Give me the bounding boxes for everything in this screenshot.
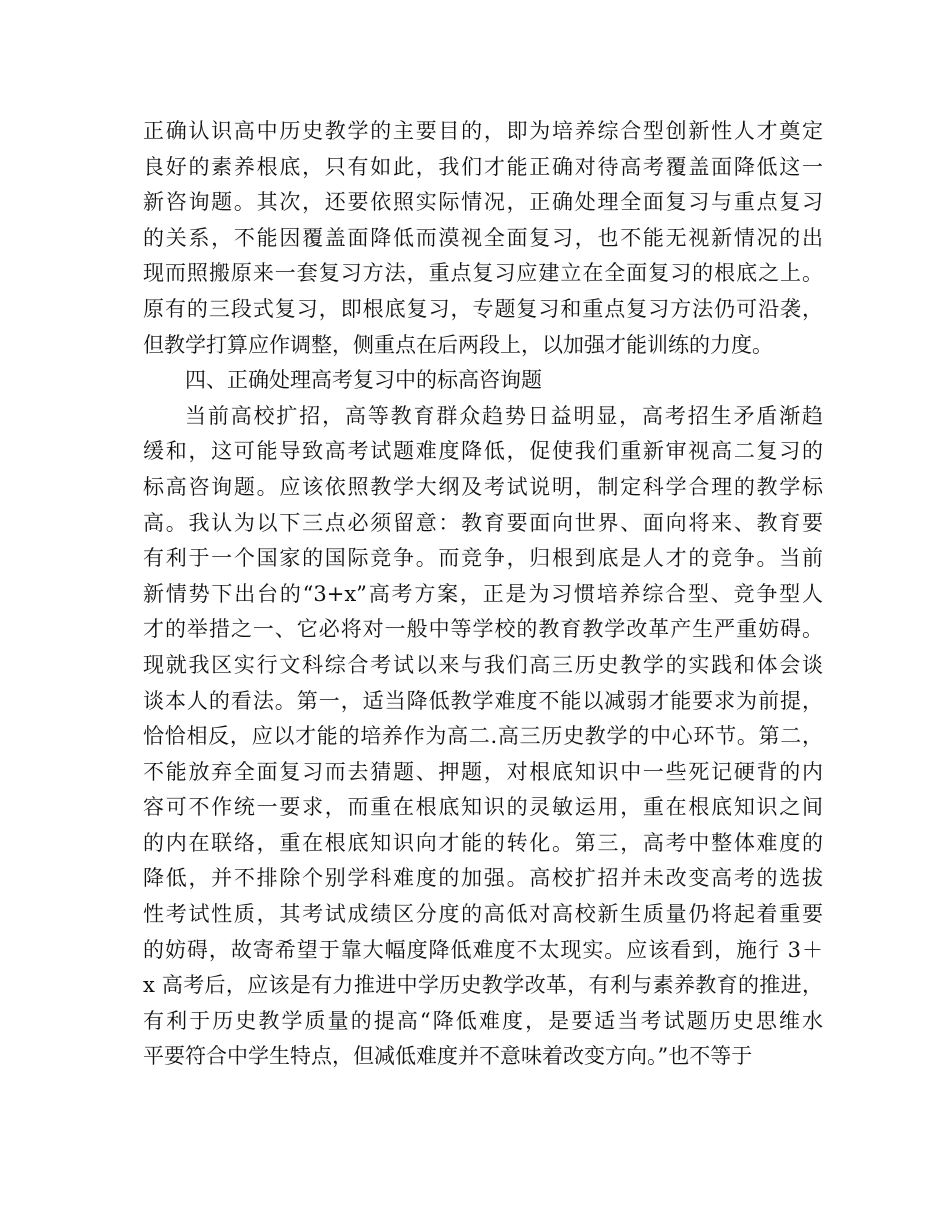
text-line: 缓和，这可能导致高考试题难度降低，促使我们重新审视高二复习的: [143, 439, 823, 464]
text-line: 当前高校扩招，高等教育群众趋势日益明显，高考招生矛盾渐趋: [185, 403, 823, 428]
text-line: 恰恰相反，应以才能的培养作为高二.高三历史教学的中心环节。第二，: [143, 724, 823, 749]
text-line: 良好的素养根底，只有如此，我们才能正确对待高考覆盖面降低这一: [143, 154, 823, 179]
text-line: 才的举措之一、它必将对一般中等学校的教育教学改革产生严重妨碍。: [143, 617, 823, 642]
text-line: 但教学打算应作调整，侧重点在后两段上，以加强才能训练的力度。: [143, 332, 773, 357]
text-line: 不能放弃全面复习而去猜题、押题，对根底知识中一些死记硬背的内: [143, 759, 823, 784]
text-line: 标高咨询题。应该依照教学大纲及考试说明，制定科学合理的教学标: [143, 474, 823, 499]
text-line: 高。我认为以下三点必须留意：教育要面向世界、面向将来、教育要: [143, 510, 823, 535]
paragraph: [143, 399, 823, 1075]
text-line: 正确认识高中历史教学的主要目的，即为培养综合型创新性人才奠定: [143, 119, 823, 143]
text-line: 有利于一个国家的国际竞争。而竞争，归根到底是人才的竞争。当前: [143, 546, 823, 571]
text-line: 的内在联络，重在根底知识向才能的转化。第三，高考中整体难度的: [143, 830, 823, 855]
paragraph: [143, 114, 823, 363]
text-line: 新咨询题。其次，还要依照实际情况，正确处理全面复习与重点复习: [143, 190, 823, 215]
section-heading: [143, 363, 823, 399]
text-line: 的妨碍，故寄希望于靠大幅度降低难度不太现实。应该看到，施行 3＋: [143, 937, 823, 962]
text-line: 现就我区实行文科综合考试以来与我们高三历史教学的实践和体会谈: [143, 652, 823, 677]
text-line: 降低，并不排除个别学科难度的加强。高校扩招并未改变高考的选拔: [143, 866, 823, 891]
text-line: 现而照搬原来一套复习方法，重点复习应建立在全面复习的根底之上。: [143, 261, 823, 286]
text-line: 容可不作统一要求，而重在根底知识的灵敏运用，重在根底知识之间: [143, 795, 823, 820]
text-line: 平要符合中学生特点，但减低难度并不意味着改变方向。”也不等于: [143, 1044, 753, 1069]
text-line: 谈本人的看法。第一，适当降低教学难度不能以减弱才能要求为前提，: [143, 688, 823, 713]
text-line: 有利于历史教学质量的提高“降低难度，是要适当考试题历史思维水: [143, 1008, 823, 1033]
text-line: 的关系，不能因覆盖面降低而漠视全面复习，也不能无视新情况的出: [143, 225, 823, 250]
body-text: [143, 114, 823, 1075]
text-line: 四、正确处理高考复习中的标高咨询题: [185, 368, 542, 393]
text-line: 性考试性质，其考试成绩区分度的高低对高校新生质量仍将起着重要: [143, 902, 823, 927]
text-line: 新情势下出台的“3+x”高考方案，正是为习惯培养综合型、竞争型人: [143, 581, 823, 606]
text-line: 原有的三段式复习，即根底复习，专题复习和重点复习方法仍可沿袭，: [143, 296, 823, 321]
text-line: x 高考后，应该是有力推进中学历史教学改革，有利与素养教育的推进，: [143, 973, 823, 998]
